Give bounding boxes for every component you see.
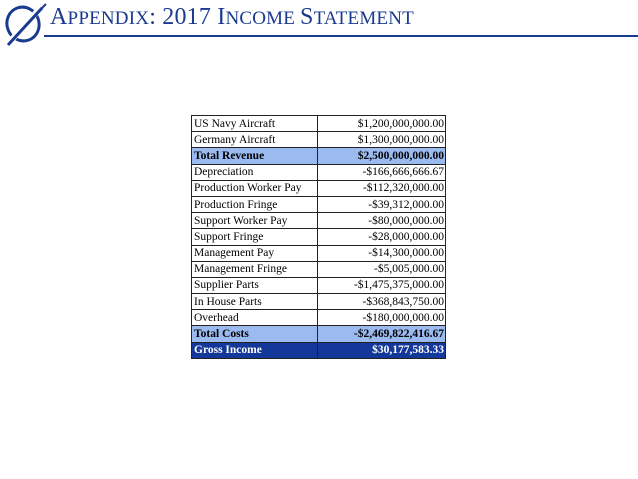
row-value: -$166,666,666.67 [318, 164, 446, 180]
row-label: In House Parts [192, 294, 318, 310]
table-row [192, 164, 446, 180]
row-value: -$180,000,000.00 [318, 310, 446, 326]
row-label: Total Costs [192, 326, 318, 342]
table-row [192, 213, 446, 229]
row-value: -$39,312,000.00 [318, 196, 446, 212]
row-value: -$80,000,000.00 [318, 213, 446, 229]
row-value: $30,177,583.33 [318, 342, 446, 358]
row-value: -$5,005,000.00 [318, 261, 446, 277]
income-statement-table [191, 115, 446, 359]
row-value: -$2,469,822,416.67 [318, 326, 446, 342]
table-row [192, 310, 446, 326]
gross-income-row [192, 342, 446, 358]
table-row [192, 277, 446, 293]
total-costs-row [192, 326, 446, 342]
table-row [192, 132, 446, 148]
row-label: Overhead [192, 310, 318, 326]
row-label: Support Fringe [192, 229, 318, 245]
row-value: -$112,320,000.00 [318, 180, 446, 196]
table-row [192, 294, 446, 310]
row-value: -$28,000,000.00 [318, 229, 446, 245]
row-label: Production Fringe [192, 196, 318, 212]
row-label: Management Fringe [192, 261, 318, 277]
title-underline [44, 35, 638, 37]
table-row [192, 196, 446, 212]
row-value: -$368,843,750.00 [318, 294, 446, 310]
row-label: Germany Aircraft [192, 132, 318, 148]
company-logo [2, 2, 48, 48]
table-row [192, 245, 446, 261]
table-row [192, 229, 446, 245]
row-label: Production Worker Pay [192, 180, 318, 196]
row-value: $1,300,000,000.00 [318, 132, 446, 148]
page-title: APPENDIX: 2017 INCOME STATEMENT [50, 4, 414, 30]
total-revenue-row [192, 148, 446, 164]
row-value: -$1,475,375,000.00 [318, 277, 446, 293]
row-label: Supplier Parts [192, 277, 318, 293]
row-value: -$14,300,000.00 [318, 245, 446, 261]
row-label: Gross Income [192, 342, 318, 358]
table-row [192, 116, 446, 132]
table-row [192, 180, 446, 196]
row-label: Depreciation [192, 164, 318, 180]
table-row [192, 261, 446, 277]
row-label: Management Pay [192, 245, 318, 261]
row-label: Total Revenue [192, 148, 318, 164]
row-label: US Navy Aircraft [192, 116, 318, 132]
row-label: Support Worker Pay [192, 213, 318, 229]
row-value: $1,200,000,000.00 [318, 116, 446, 132]
row-value: $2,500,000,000.00 [318, 148, 446, 164]
